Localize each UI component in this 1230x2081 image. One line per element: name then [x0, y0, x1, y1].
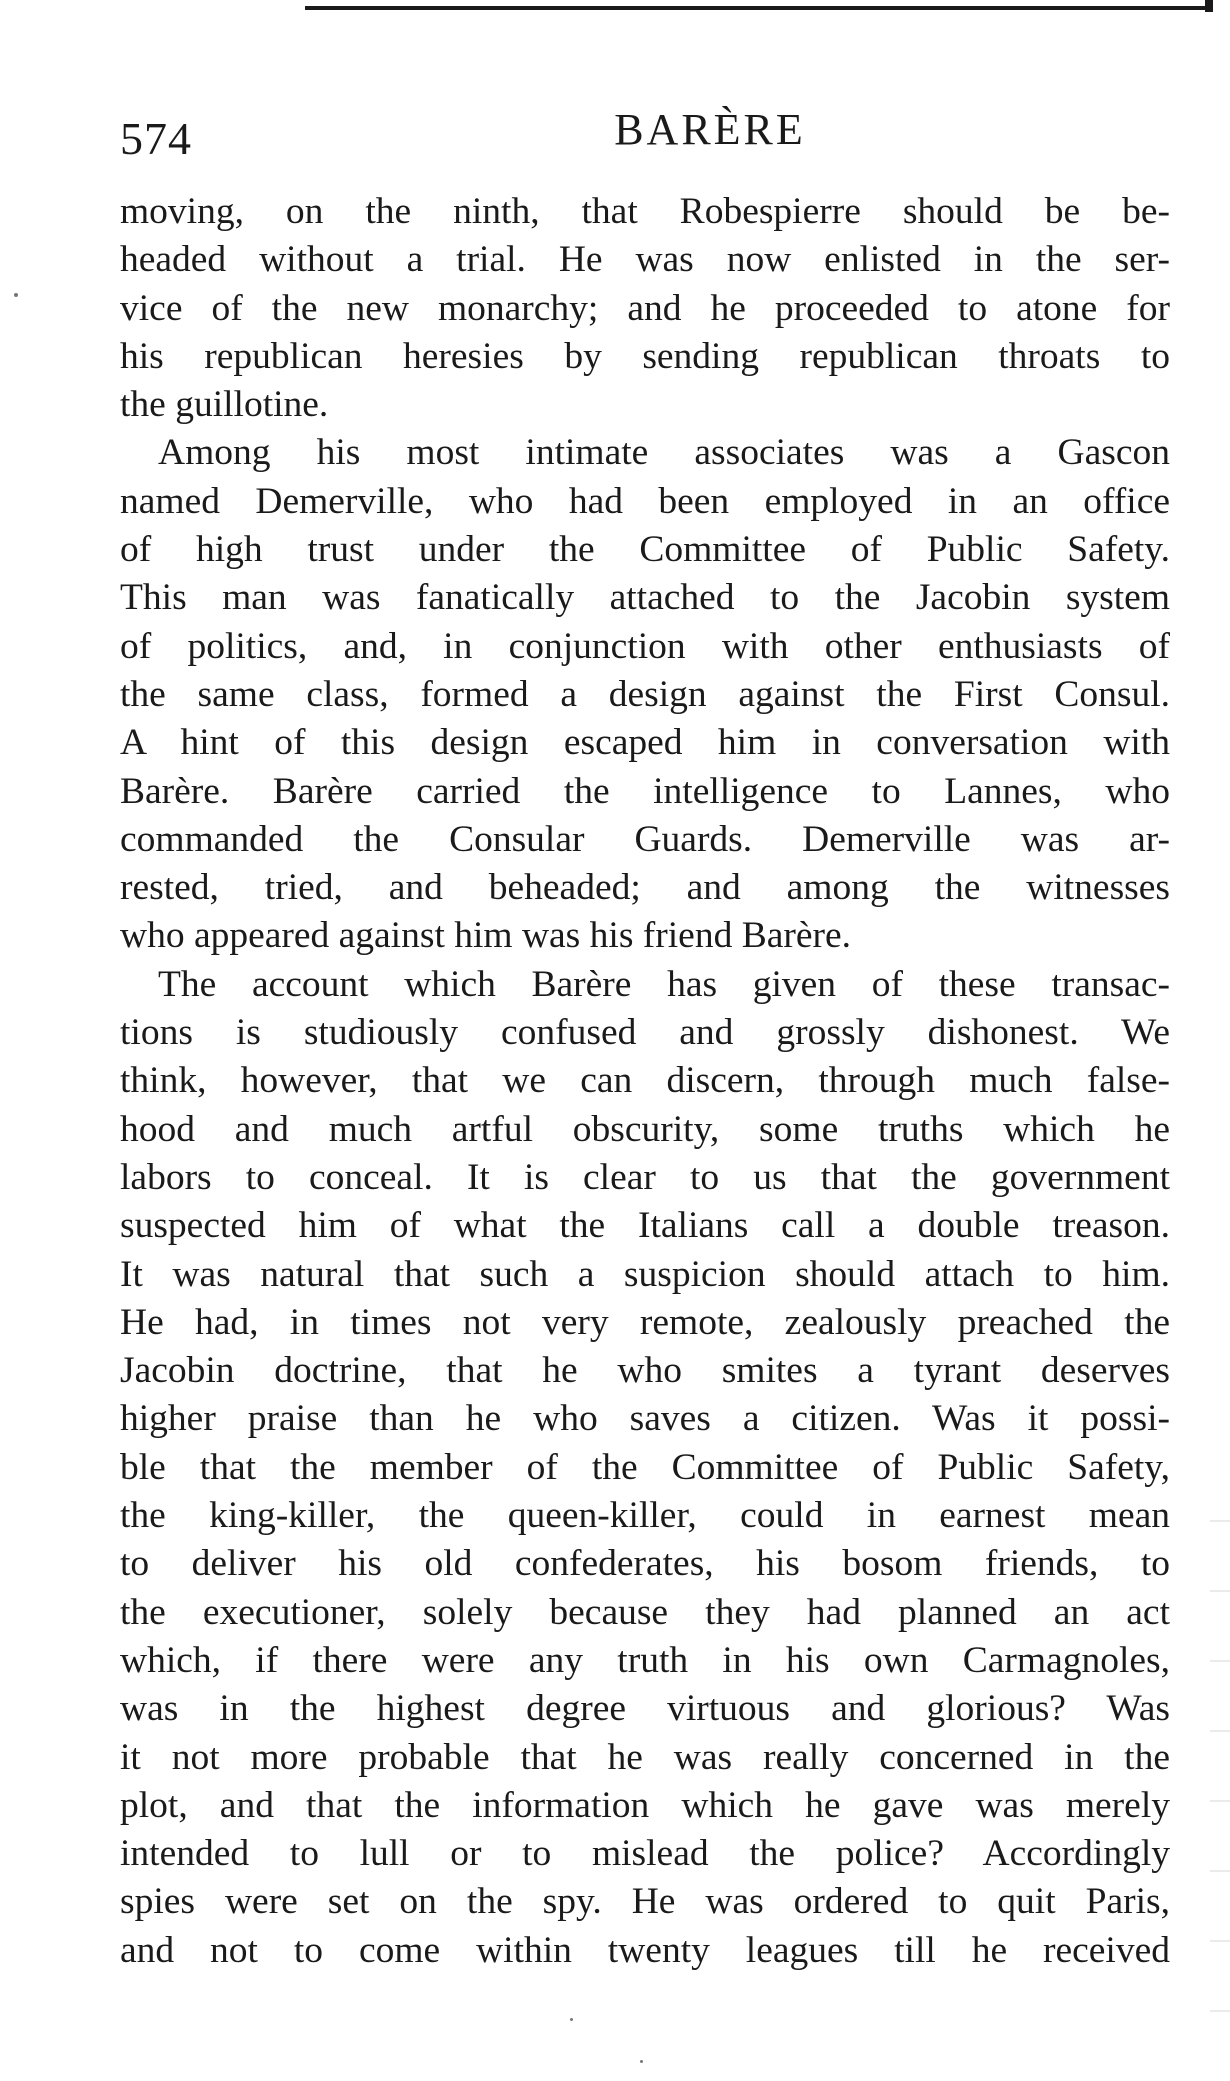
top-rule-end [1205, 0, 1213, 12]
body-text [120, 188, 1170, 1975]
text-line: vice of the new monarchy; and he proceeded to atone for [120, 287, 1170, 329]
running-title: BARÈRE [614, 105, 806, 154]
text-line: to deliver his old confederates, his bosom friends, to [120, 1543, 1170, 1585]
text-line: his republican heresies by sending republican throats to [120, 335, 1170, 377]
text-line: The account which Barère has given of these transac- [158, 963, 1170, 1005]
text-line: commanded the Consular Guards. Demerville was ar- [120, 818, 1170, 860]
text-line: plot, and that the information which he gave was merely [120, 1784, 1170, 1826]
text-line: It was natural that such a suspicion should attach to him. [120, 1253, 1170, 1295]
text-line: ble that the member of the Committee of Public Safety, [120, 1446, 1170, 1488]
text-line: named Demerville, who had been employed in an office [120, 480, 1170, 522]
text-line: and not to come within twenty leagues till he received [120, 1929, 1170, 1971]
text-line: hood and much artful obscurity, some truths which he [120, 1108, 1170, 1150]
page-edge-shadow [1210, 1480, 1230, 2080]
text-line: the executioner, solely because they had planned an act [120, 1591, 1170, 1633]
text-line: rested, tried, and beheaded; and among the witnesses [120, 867, 1170, 909]
text-line: was in the highest degree virtuous and glorious? Was [120, 1688, 1170, 1730]
text-line: Jacobin doctrine, that he who smites a tyrant deserves [120, 1350, 1170, 1392]
top-rule [305, 6, 1213, 10]
paper-speck [640, 2060, 643, 2063]
text-line: Barère. Barère carried the intelligence to Lannes, who [120, 770, 1170, 812]
text-line: He had, in times not very remote, zealously preached the [120, 1301, 1170, 1343]
text-line: labors to conceal. It is clear to us that the government [120, 1156, 1170, 1198]
text-line: the guillotine. [120, 384, 329, 426]
text-line: higher praise than he who saves a citizen. Was it possi- [120, 1398, 1170, 1440]
text-line: the same class, formed a design against the First Consul. [120, 673, 1170, 715]
text-line: headed without a trial. He was now enlisted in the ser- [120, 239, 1170, 281]
text-line: of high trust under the Committee of Public Safety. [120, 529, 1170, 571]
running-head [120, 104, 1170, 174]
text-line: suspected him of what the Italians call a double treason. [120, 1205, 1170, 1247]
text-line: the king-killer, the queen-killer, could in earnest mean [120, 1495, 1170, 1537]
text-line: which, if there were any truth in his own Carmagnoles, [120, 1639, 1170, 1681]
page-number: 574 [120, 113, 192, 164]
text-line: who appeared against him was his friend Barère. [120, 915, 851, 957]
text-line: spies were set on the spy. He was ordered to quit Paris, [120, 1881, 1170, 1923]
text-line: This man was fanatically attached to the Jacobin system [120, 577, 1170, 619]
text-line: A hint of this design escaped him in conversation with [120, 722, 1170, 764]
text-line: it not more probable that he was really concerned in the [120, 1736, 1170, 1778]
text-line: of politics, and, in conjunction with other enthusiasts of [120, 625, 1170, 667]
text-line: moving, on the ninth, that Robespierre should be be- [120, 191, 1170, 232]
text-line: Among his most intimate associates was a Gascon [158, 432, 1170, 474]
paper-speck [14, 293, 18, 297]
text-line: intended to lull or to mislead the police? Accordingly [120, 1833, 1170, 1875]
text-line: tions is studiously confused and grossly dishonest. We [120, 1012, 1170, 1054]
paper-speck [570, 2018, 573, 2021]
text-line: think, however, that we can discern, through much false- [120, 1060, 1170, 1102]
